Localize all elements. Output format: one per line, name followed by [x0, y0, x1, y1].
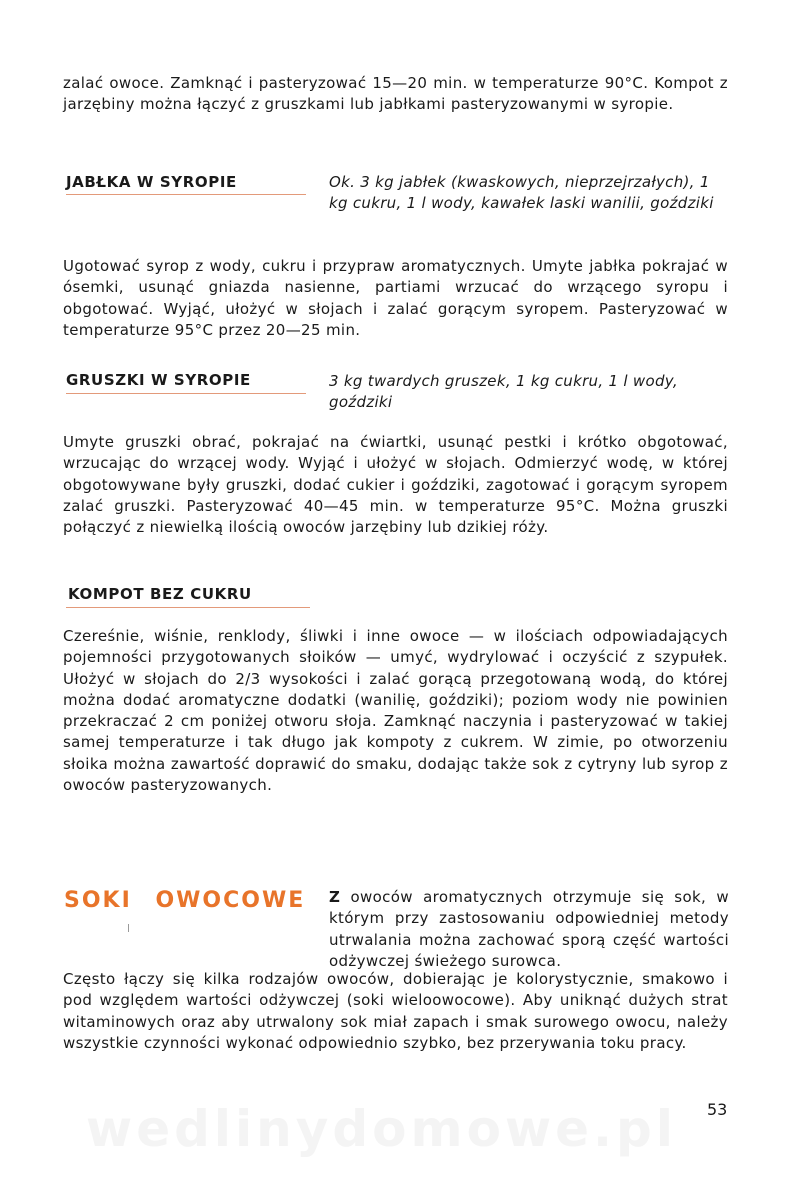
recipe-instructions-pears: Umyte gruszki obrać, pokrajać na ćwiartki, usunąć pestki i krótko obgotować, wrzucając do wrzącej wody. Wyjąć i ułożyć w słojach. Odmierzyć wodę, w której obgotowywane były gruszki, dodać cukier i goździki, zagotować i gorącym syropem zalać gruszki. Pasteryzować 40—45 min. w temperaturze 95°C. Można gruszki połączyć z niewielką ilością owoców jarzębiny lub dzikiej róży. — [63, 433, 728, 537]
recipe-title-underline — [66, 607, 310, 608]
recipe-instructions-apples: Ugotować syrop z wody, cukru i przypraw aromatycznych. Umyte jabłka pokrajać w ósemki, usunąć gniazda nasienne, partiami wrzucać do wrzącego syropu i obgotować. Wyjąć, ułożyć w słojach i zalać gorącym syropem. Pasteryzować w temperaturze 95°C przez 20—25 min. — [63, 257, 728, 339]
section-intro-paragraph — [329, 887, 729, 972]
section-intro-text: owoców aromatycznych otrzymuje się sok, w którym przy zastosowaniu odpowiedniej metody utrwalania można zachować sporą część wartości odżywczej świeżego surowca. — [329, 888, 729, 970]
section-title: SOKI OWOCOWE — [64, 888, 306, 913]
recipe-ingredients-pears: 3 kg twardych gruszek, 1 kg cukru, 1 l wody, goździki — [329, 372, 678, 411]
recipe-title-underline — [66, 393, 306, 394]
drop-cap-letter: Z — [329, 888, 341, 906]
decorative-tick — [128, 924, 129, 932]
page-number: 53 — [707, 1100, 728, 1119]
intro-paragraph: zalać owoce. Zamknąć i pasteryzować 15—20 min. w temperaturze 90°C. Kompot z jarzębiny można łączyć z gruszkami lub jabłkami pasteryzowanymi w syropie. — [63, 74, 728, 114]
recipe-title-underline — [66, 194, 306, 195]
recipe-title-compote: KOMPOT BEZ CUKRU — [68, 585, 252, 603]
recipe-title-apples: JABŁKA W SYROPIE — [66, 173, 237, 191]
recipe-ingredients-apples: Ok. 3 kg jabłek (kwaskowych, nieprzejrzałych), 1 kg cukru, 1 l wody, kawałek laski wanilii, goździki — [329, 173, 714, 212]
recipe-instructions-compote: Czereśnie, wiśnie, renklody, śliwki i inne owoce — w ilościach odpowiadających pojemności przygotowanych słoików — umyć, wydrylować i oczyścić z szypułek. Ułożyć w słojach do 2/3 wysokości i zalać gorącą przegotowaną wodą, do której można dodać aromatyczne dodatki (wanilię, goździki); poziom wody nie powinien przekraczać 2 cm poniżej otworu słoja. Zamknąć naczynia i pasteryzować w takiej samej temperaturze i tak długo jak kompoty z cukrem. W zimie, po otworzeniu słoika można zawartość doprawić do smaku, dodając także sok z cytryny lub syrop z owoców pasteryzowanych. — [63, 627, 728, 795]
watermark-text: wedlinydomowe.pl — [86, 1100, 677, 1158]
recipe-title-pears: GRUSZKI W SYROPIE — [66, 371, 251, 389]
section-body-paragraph: Często łączy się kilka rodzajów owoców, dobierając je kolorystycznie, smakowo i pod względem wartości odżywczej (soki wieloowocowe). Aby uniknąć dużych strat witaminowych oraz aby utrwalony sok miał zapach i smak surowego owocu, należy wszystkie czynności wykonać odpowiednio szybko, bez przerywania toku pracy. — [63, 970, 728, 1052]
